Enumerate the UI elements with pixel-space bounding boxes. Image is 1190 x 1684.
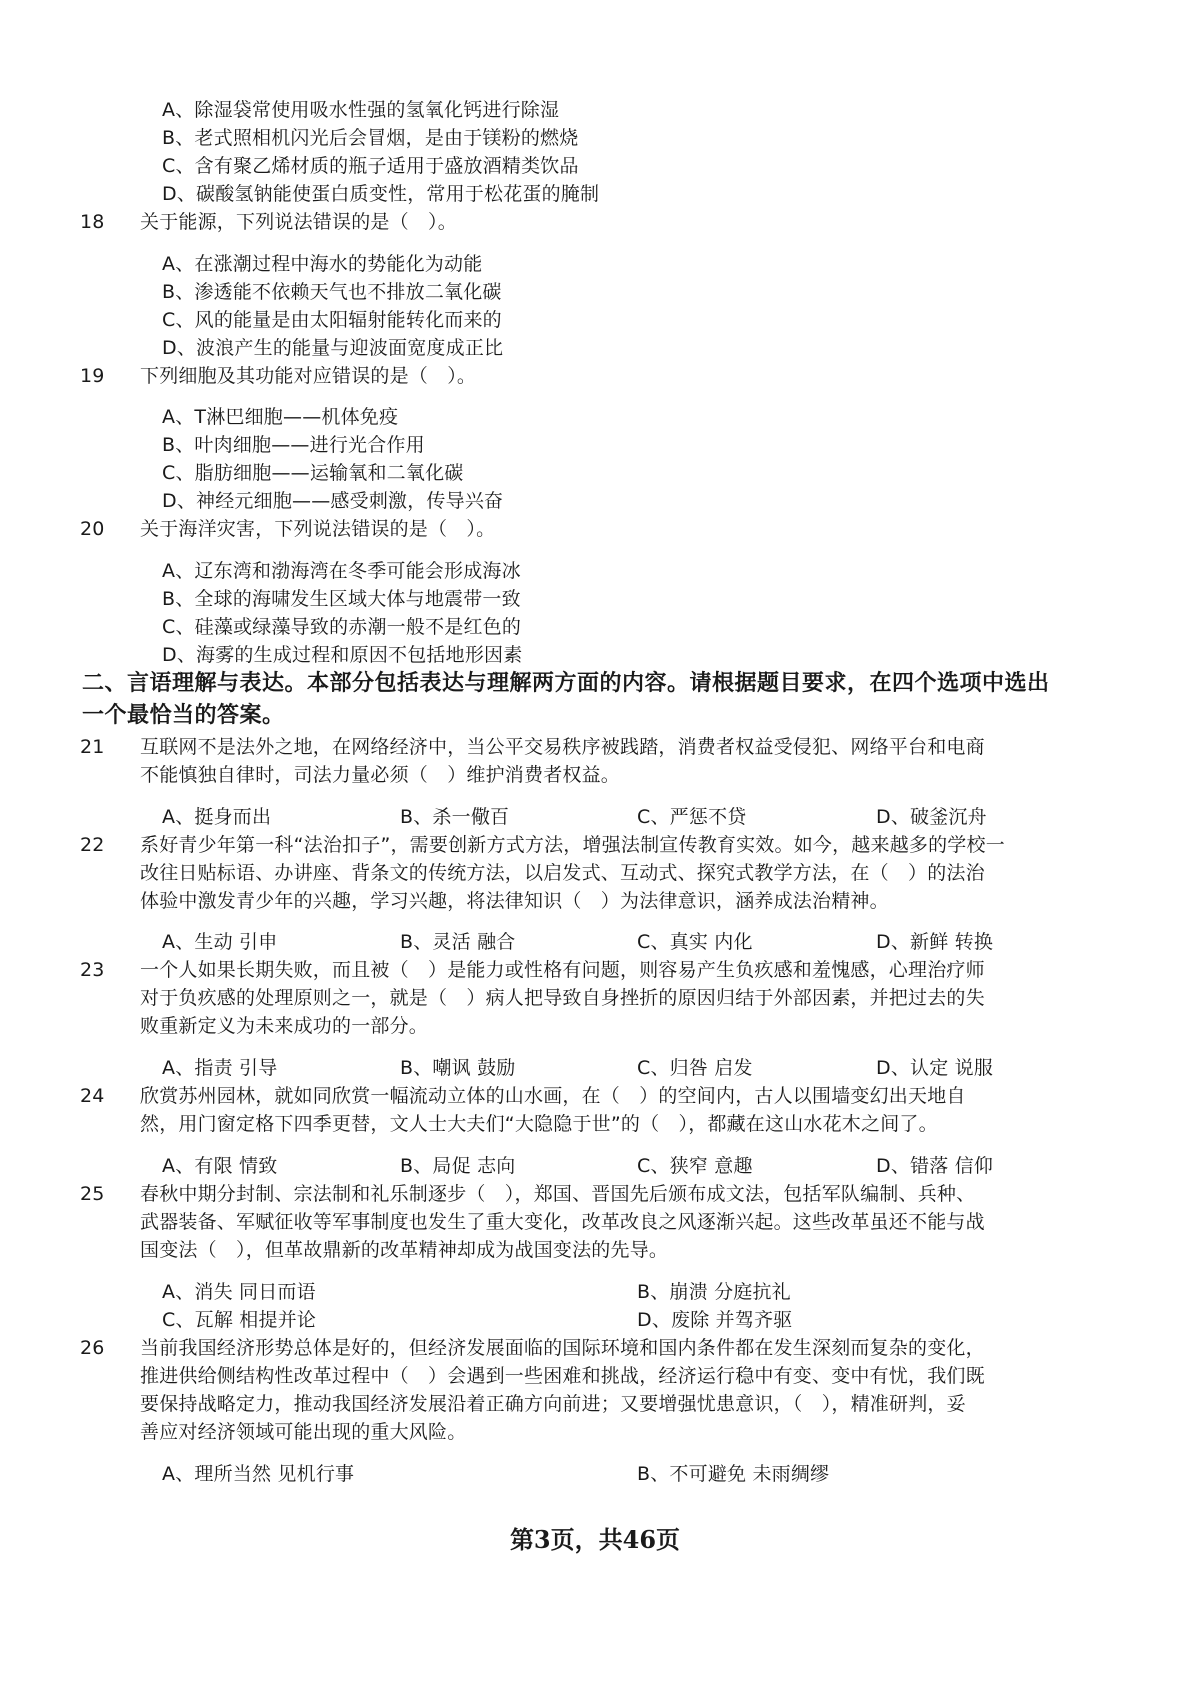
page-footer: 第3页，共46页 — [509, 1525, 681, 1554]
q23-option-a: A、指责 引导 — [162, 1057, 278, 1079]
q22-option-c: C、真实 内化 — [637, 931, 753, 953]
q18-number: 18 — [80, 211, 105, 233]
q23-stem-line-1: 一个人如果长期失败，而且被（ ）是能力或性格有问题，则容易产生负疚感和羞愧感，心理治疗师 — [140, 959, 985, 981]
q21-option-a: A、挺身而出 — [162, 806, 272, 828]
q19-number: 19 — [80, 365, 105, 387]
q22-stem-line-2: 改往日贴标语、办讲座、背条文的传统方法，以启发式、互动式、探究式教学方法，在（ ）的法治 — [140, 862, 985, 884]
q26-stem-line-2: 推进供给侧结构性改革过程中（ ）会遇到一些困难和挑战，经济运行稳中有变、变中有忧，我们既 — [140, 1365, 985, 1387]
q19-stem: 下列细胞及其功能对应错误的是（ ）。 — [140, 365, 477, 387]
q23-option-d: D、认定 说服 — [876, 1057, 994, 1079]
q26-stem-line-3: 要保持战略定力，推动我国经济发展沿着正确方向前进；又要增强忧患意识，（ ），精准研判，妥 — [140, 1393, 966, 1415]
q20-option-c: C、硅藻或绿藻导致的赤潮一般不是红色的 — [162, 616, 522, 638]
q26-stem-line-1: 当前我国经济形势总体是好的，但经济发展面临的国际环境和国内条件都在发生深刻而复杂的变化， — [140, 1337, 985, 1359]
q26-number: 26 — [80, 1337, 105, 1359]
q22-option-a: A、生动 引申 — [162, 931, 278, 953]
q21-number: 21 — [80, 736, 105, 758]
q24-option-b: B、局促 志向 — [400, 1155, 516, 1177]
q18-option-d: D、波浪产生的能量与迎波面宽度成正比 — [162, 337, 504, 359]
q21-option-b: B、杀一儆百 — [400, 806, 510, 828]
q26-option-a: A、理所当然 见机行事 — [162, 1463, 355, 1485]
q25-stem-line-2: 武器装备、军赋征收等军事制度也发生了重大变化，改革改良之风逐渐兴起。这些改革虽还不能与战 — [140, 1211, 985, 1233]
q20-option-b: B、全球的海啸发生区域大体与地震带一致 — [162, 588, 521, 610]
q22-stem-line-1: 系好青少年第一科“法治扣子”，需要创新方式方法，增强法制宣传教育实效。如今，越来越多的学校一 — [140, 834, 1005, 856]
q24-stem-line-1: 欣赏苏州园林，就如同欣赏一幅流动立体的山水画，在（ ）的空间内，古人以围墙变幻出天地自 — [140, 1085, 966, 1107]
q18-option-b: B、渗透能不依赖天气也不排放二氧化碳 — [162, 281, 502, 303]
q20-option-d: D、海雾的生成过程和原因不包括地形因素 — [162, 644, 523, 666]
q18-option-c: C、风的能量是由太阳辐射能转化而来的 — [162, 309, 502, 331]
q24-option-d: D、错落 信仰 — [876, 1155, 994, 1177]
q19-option-d: D、神经元细胞——感受刺激，传导兴奋 — [162, 490, 504, 512]
q19-option-b: B、叶肉细胞——进行光合作用 — [162, 434, 425, 456]
q21-option-c: C、严惩不贷 — [637, 806, 747, 828]
q17-option-a: A、除湿袋常使用吸水性强的氢氧化钙进行除湿 — [162, 99, 560, 121]
q21-stem-line-1: 互联网不是法外之地，在网络经济中，当公平交易秩序被践踏，消费者权益受侵犯、网络平台和电商 — [140, 736, 985, 758]
q25-stem-line-3: 国变法（ ），但革故鼎新的改革精神却成为战国变法的先导。 — [140, 1239, 669, 1261]
q25-option-b: B、崩溃 分庭抗礼 — [637, 1281, 791, 1303]
q26-stem-line-4: 善应对经济领域可能出现的重大风险。 — [140, 1421, 467, 1443]
section-2-heading-line-1: 二、言语理解与表达。本部分包括表达与理解两方面的内容。请根据题目要求，在四个选项中选出 — [82, 671, 1050, 696]
q25-stem-line-1: 春秋中期分封制、宗法制和礼乐制逐步（ ），郑国、晋国先后颁布成文法，包括军队编制、兵种、 — [140, 1183, 976, 1205]
q23-number: 23 — [80, 959, 105, 981]
q20-stem: 关于海洋灾害，下列说法错误的是（ ）。 — [140, 518, 496, 540]
q17-option-c: C、含有聚乙烯材质的瓶子适用于盛放酒精类饮品 — [162, 155, 579, 177]
q22-option-d: D、新鲜 转换 — [876, 931, 994, 953]
q18-stem: 关于能源，下列说法错误的是（ ）。 — [140, 211, 457, 233]
q25-option-c: C、瓦解 相提并论 — [162, 1309, 317, 1331]
q21-stem-line-2: 不能慎独自律时，司法力量必须（ ）维护消费者权益。 — [140, 764, 621, 786]
q19-option-c: C、脂肪细胞——运输氧和二氧化碳 — [162, 462, 464, 484]
q20-option-a: A、辽东湾和渤海湾在冬季可能会形成海冰 — [162, 560, 521, 582]
q18-option-a: A、在涨潮过程中海水的势能化为动能 — [162, 253, 483, 275]
q24-stem-line-2: 然，用门窗定格下四季更替，文人士大夫们“大隐隐于世”的（ ），都藏在这山水花木之间了。 — [140, 1113, 938, 1135]
q17-option-d: D、碳酸氢钠能使蛋白质变性，常用于松花蛋的腌制 — [162, 183, 600, 205]
q22-number: 22 — [80, 834, 105, 856]
q17-option-b: B、老式照相机闪光后会冒烟，是由于镁粉的燃烧 — [162, 127, 579, 149]
q24-number: 24 — [80, 1085, 105, 1107]
q23-option-b: B、嘲讽 鼓励 — [400, 1057, 516, 1079]
q19-option-a: A、T淋巴细胞——机体免疫 — [162, 406, 399, 428]
q23-stem-line-2: 对于负疚感的处理原则之一，就是（ ）病人把导致自身挫折的原因归结于外部因素，并把过去的失 — [140, 987, 985, 1009]
q25-option-a: A、消失 同日而语 — [162, 1281, 316, 1303]
q24-option-a: A、有限 情致 — [162, 1155, 278, 1177]
q20-number: 20 — [80, 518, 105, 540]
q24-option-c: C、狭窄 意趣 — [637, 1155, 753, 1177]
q21-option-d: D、破釜沉舟 — [876, 806, 987, 828]
q25-option-d: D、废除 并驾齐驱 — [637, 1309, 793, 1331]
section-2-heading-line-2: 一个最恰当的答案。 — [82, 703, 285, 728]
q23-stem-line-3: 败重新定义为未来成功的一部分。 — [140, 1015, 429, 1037]
q25-number: 25 — [80, 1183, 105, 1205]
q26-option-b: B、不可避免 未雨绸缪 — [637, 1463, 830, 1485]
q22-stem-line-3: 体验中激发青少年的兴趣，学习兴趣，将法律知识（ ）为法律意识，涵养成法治精神。 — [140, 890, 889, 912]
q23-option-c: C、归咎 启发 — [637, 1057, 753, 1079]
q22-option-b: B、灵活 融合 — [400, 931, 516, 953]
